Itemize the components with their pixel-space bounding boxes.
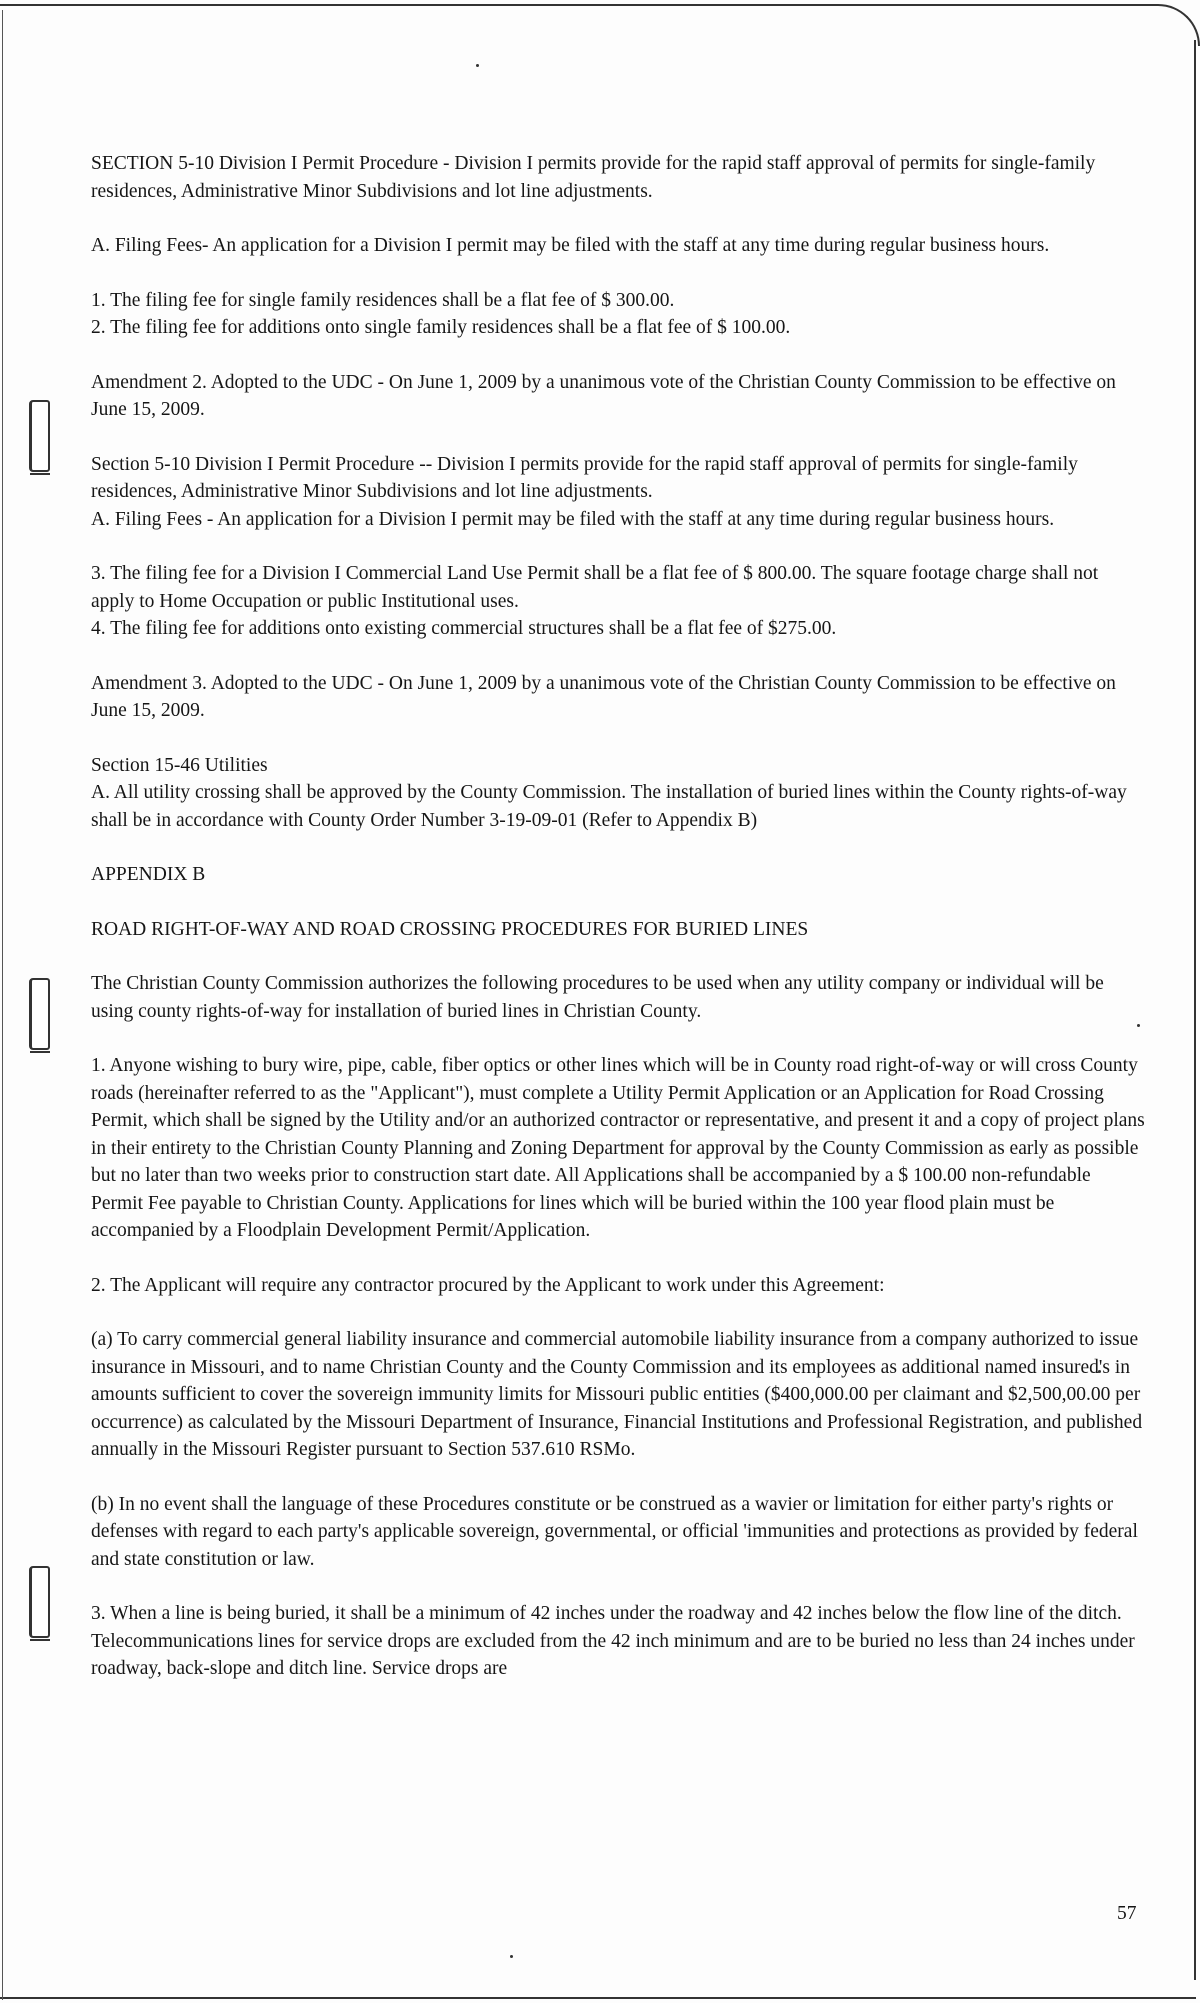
document-body bbox=[91, 150, 1146, 1683]
document-paragraph: A. All utility crossing shall be approved by the County Commission. The installation of buried lines within the County rights-of-way shall be in accordance with County Order Number 3-19-09-01 (Refer to Appendix B) bbox=[91, 782, 1127, 831]
document-paragraph: Section 5-10 Division I Permit Procedure -- Division I permits provide for the rapid staff approval of permits for single-family residences, Administrative Minor Subdivisions and lot line adjustments. bbox=[91, 453, 1078, 502]
document-paragraph: SECTION 5-10 Division I Permit Procedure - Division I permits provide for the rapid staff approval of permits for single-family residences, Administrative Minor Subdivisions and lot line adjustments. bbox=[91, 153, 1096, 202]
punch-hole-mark bbox=[29, 1566, 50, 1638]
scan-edge-right bbox=[1194, 40, 1196, 1980]
punch-hole-mark bbox=[29, 400, 50, 472]
document-paragraph: 2. The filing fee for additions onto single family residences shall be a flat fee of $ 100.00. bbox=[91, 317, 791, 338]
document-paragraph: ROAD RIGHT-OF-WAY AND ROAD CROSSING PROCEDURES FOR BURIED LINES bbox=[91, 918, 809, 940]
document-paragraph: The Christian County Commission authorizes the following procedures to be used when any utility company or individual will be using county rights-of-way for installation of buried lines in Christian County. bbox=[91, 973, 1104, 1022]
document-paragraph: 1. The filing fee for single family residences shall be a flat fee of $ 300.00. bbox=[91, 289, 675, 311]
document-paragraph: Amendment 2. Adopted to the UDC - On June 1, 2009 by a unanimous vote of the Christian County Commission to be effective on June 15, 2009. bbox=[91, 371, 1116, 420]
document-paragraph: Section 15-46 Utilities bbox=[91, 754, 268, 776]
document-paragraph: 2. The Applicant will require any contractor procured by the Applicant to work under this Agreement: bbox=[91, 1274, 885, 1296]
scan-edge-left bbox=[2, 10, 3, 2000]
document-paragraph: 1. Anyone wishing to bury wire, pipe, cable, fiber optics or other lines which will be in County road right-of-way or will cross County roads (hereinafter referred to as the "Applicant"), must complete a Utility Permit Application or an Application for Road Crossing Permit, which shall be signed by the Utility and/or an authorized contractor or representative, and present it and a copy of project plans in their entirety to the Christian County Planning and Zoning Department for approval by the County Commission as early as possible but no later than two weeks prior to construction start date. All Applications shall be accompanied by a $ 100.00 non-refundable Permit Fee payable to Christian County. Applications for lines which will be buried within the 100 year flood plain must be accompanied by a Floodplain Development Permit/Application. bbox=[91, 1055, 1145, 1241]
scan-edge-bottom bbox=[0, 1997, 1196, 1999]
page-number: 57 bbox=[1117, 1903, 1137, 1924]
scan-edge-top bbox=[0, 4, 1140, 6]
scan-speck bbox=[476, 64, 479, 67]
document-paragraph: 4. The filing fee for additions onto existing commercial structures shall be a flat fee of $275.00. bbox=[91, 618, 837, 639]
document-paragraph: (b) In no event shall the language of these Procedures constitute or be construed as a wavier or limitation for either party's rights or defenses with regard to each party's applicable sovereign, governmental, or official 'immunities and protections as provided by federal and state constitution or law. bbox=[91, 1493, 1138, 1570]
document-paragraph: A. Filing Fees - An application for a Division I permit may be filed with the staff at any time during regular business hours. bbox=[91, 508, 1055, 530]
document-paragraph: A. Filing Fees- An application for a Division I permit may be filed with the staff at any time during regular business hours. bbox=[91, 235, 1050, 256]
document-paragraph: APPENDIX B bbox=[91, 864, 206, 885]
document-paragraph: Amendment 3. Adopted to the UDC - On June 1, 2009 by a unanimous vote of the Christian County Commission to be effective on June 15, 2009. bbox=[91, 672, 1116, 721]
document-paragraph: 3. The filing fee for a Division I Commercial Land Use Permit shall be a flat fee of $ 800.00. The square footage charge shall not apply to Home Occupation or public Institutional uses. bbox=[91, 563, 1099, 612]
scan-corner-curl bbox=[1118, 4, 1200, 46]
document-paragraph: (a) To carry commercial general liability insurance and commercial automobile liability insurance from a company authorized to issue insurance in Missouri, and to name Christian County and the County Commission and its employees as additional named insured's in amounts sufficient to cover the sovereign immunity limits for Missouri public entities ($400,000.00 per claimant and $2,500,00.00 per occurrence) as calculated by the Missouri Department of Insurance, Financial Institutions and Professional Registration, and published annually in the Missouri Register pursuant to Section 537.610 RSMo. bbox=[91, 1329, 1143, 1460]
scan-speck bbox=[510, 1955, 513, 1958]
punch-hole-mark bbox=[29, 978, 50, 1050]
document-paragraph: 3. When a line is being buried, it shall be a minimum of 42 inches under the roadway and 42 inches below the flow line of the ditch. Telecommunications lines for service drops are excluded from the 42 inch minimum and are to be buried no less than 24 inches under roadway, back-slope and ditch line. Service drops are bbox=[91, 1603, 1135, 1679]
